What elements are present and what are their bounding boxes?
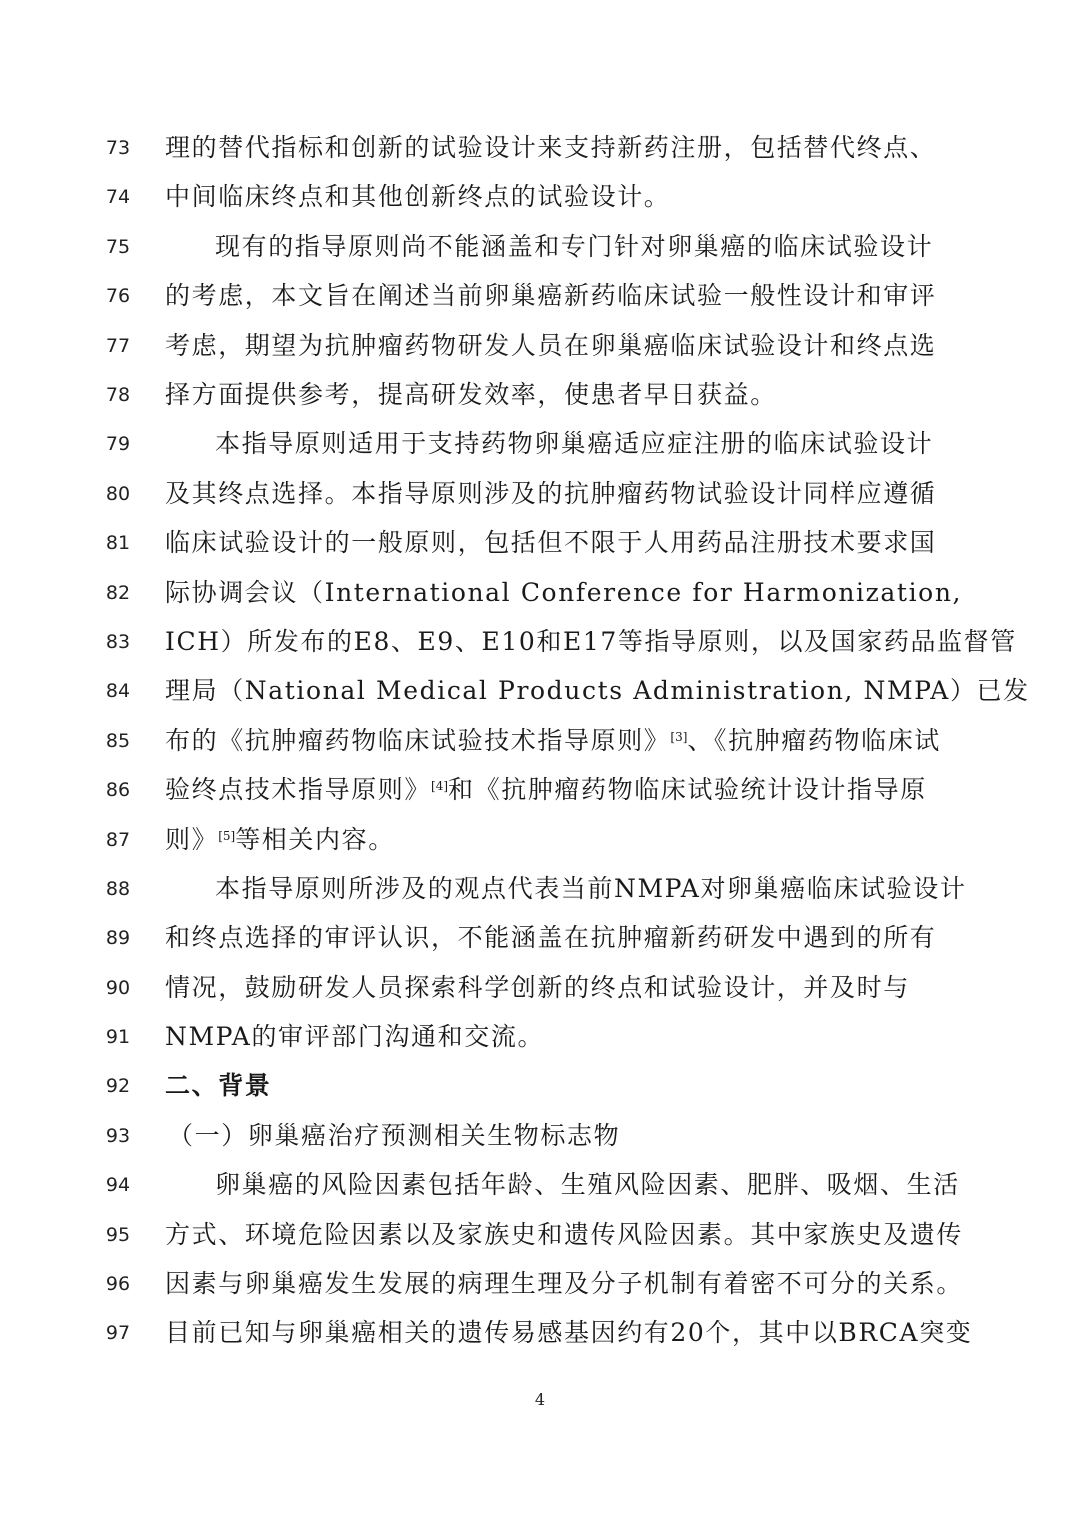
citation-ref: [4] — [431, 779, 449, 793]
text-line-79 — [0, 424, 1080, 464]
section-heading: 二、背景 — [165, 1071, 272, 1100]
text-line-74 — [0, 177, 1080, 217]
line-number: 81 — [105, 532, 131, 554]
text-line-97 — [0, 1313, 1080, 1353]
line-text: 和终点选择的审评认识，不能涵盖在抗肿瘤新药研发中遇到的所有 — [165, 923, 937, 952]
line-text: 及其终点选择。本指导原则涉及的抗肿瘤药物试验设计同样应遵循 — [165, 479, 937, 508]
text-line-89 — [0, 918, 1080, 958]
line-text: 本指导原则所涉及的观点代表当前NMPA对卵巢癌临床试验设计 — [215, 874, 967, 903]
line-text: 情况，鼓励研发人员探索科学创新的终点和试验设计，并及时与 — [165, 973, 910, 1002]
line-number: 92 — [105, 1075, 131, 1097]
line-text: 因素与卵巢癌发生发展的病理生理及分子机制有着密不可分的关系。 — [165, 1269, 964, 1298]
line-number: 86 — [105, 779, 131, 801]
subsection-heading: （一）卵巢癌治疗预测相关生物标志物 — [168, 1121, 621, 1150]
text-line-77 — [0, 326, 1080, 366]
line-number: 73 — [105, 137, 131, 159]
text-part: 则》 — [165, 825, 219, 854]
line-number: 80 — [105, 483, 131, 505]
text-part: 布的《抗肿瘤药物临床试验技术指导原则》 — [165, 726, 671, 755]
text-line-82 — [0, 573, 1080, 613]
line-number: 76 — [105, 285, 131, 307]
text-part: 和《抗肿瘤药物临床试验统计设计指导原 — [448, 775, 927, 804]
text-line-94 — [0, 1165, 1080, 1205]
line-number: 88 — [105, 878, 131, 900]
line-number: 93 — [105, 1125, 131, 1147]
line-text: 理局（National Medical Products Administration, NMPA）已发 — [165, 676, 1030, 705]
text-line-84 — [0, 671, 1080, 711]
line-text: ICH）所发布的E8、E9、E10和E17等指导原则，以及国家药品监督管 — [165, 627, 1017, 656]
line-number: 84 — [105, 680, 131, 702]
line-number: 87 — [105, 829, 131, 851]
line-text — [165, 770, 927, 810]
text-part: 等相关内容。 — [235, 825, 395, 854]
line-text: 理的替代指标和创新的试验设计来支持新药注册，包括替代终点、 — [165, 133, 937, 162]
line-text — [165, 721, 941, 761]
line-number: 74 — [105, 186, 131, 208]
line-text: 考虑，期望为抗肿瘤药物研发人员在卵巢癌临床试验设计和终点选 — [165, 331, 937, 360]
text-line-90 — [0, 968, 1080, 1008]
text-line-91 — [0, 1017, 1080, 1057]
line-text: 现有的指导原则尚不能涵盖和专门针对卵巢癌的临床试验设计 — [215, 232, 934, 261]
line-text: NMPA的审评部门沟通和交流。 — [165, 1022, 545, 1051]
line-number: 78 — [105, 384, 131, 406]
text-line-87 — [0, 820, 1080, 860]
text-line-85 — [0, 721, 1080, 761]
text-line-75 — [0, 227, 1080, 267]
line-number: 82 — [105, 582, 131, 604]
page-number: 4 — [534, 1390, 546, 1409]
text-line-81 — [0, 523, 1080, 563]
text-line-88 — [0, 869, 1080, 909]
line-text: 方式、环境危险因素以及家族史和遗传风险因素。其中家族史及遗传 — [165, 1220, 964, 1249]
line-text: 择方面提供参考，提高研发效率，使患者早日获益。 — [165, 380, 777, 409]
text-line-73 — [0, 128, 1080, 168]
line-text: 的考虑，本文旨在阐述当前卵巢癌新药临床试验一般性设计和审评 — [165, 281, 937, 310]
line-number: 83 — [105, 631, 131, 653]
text-line-92 — [0, 1066, 1080, 1106]
text-line-93 — [0, 1116, 1080, 1156]
line-text — [165, 820, 920, 860]
line-text: 本指导原则适用于支持药物卵巢癌适应症注册的临床试验设计 — [215, 429, 934, 458]
line-text: 际协调会议（International Conference for Harmonization, — [165, 578, 963, 607]
text-line-78 — [0, 375, 1080, 415]
line-number: 77 — [105, 335, 131, 357]
citation-ref: [5] — [218, 829, 236, 843]
line-number: 95 — [105, 1224, 131, 1246]
line-number: 79 — [105, 433, 131, 455]
line-number: 89 — [105, 927, 131, 949]
text-line-80 — [0, 474, 1080, 514]
line-text: 卵巢癌的风险因素包括年龄、生殖风险因素、肥胖、吸烟、生活 — [215, 1170, 960, 1199]
text-part: 、《抗肿瘤药物临床试 — [687, 726, 941, 755]
line-text: 中间临床终点和其他创新终点的试验设计。 — [165, 182, 671, 211]
text-line-96 — [0, 1264, 1080, 1304]
line-text: 目前已知与卵巢癌相关的遗传易感基因约有20个，其中以BRCA突变 — [165, 1318, 973, 1347]
line-number: 96 — [105, 1273, 131, 1295]
line-number: 91 — [105, 1026, 131, 1048]
text-part: 验终点技术指导原则》 — [165, 775, 432, 804]
line-number: 97 — [105, 1322, 131, 1344]
line-text: 临床试验设计的一般原则，包括但不限于人用药品注册技术要求国 — [165, 528, 937, 557]
text-line-95 — [0, 1215, 1080, 1255]
text-line-83 — [0, 622, 1080, 662]
text-line-86 — [0, 770, 1080, 810]
text-line-76 — [0, 276, 1080, 316]
citation-ref: [3] — [670, 730, 688, 744]
line-number: 85 — [105, 730, 131, 752]
line-number: 90 — [105, 977, 131, 999]
line-number: 75 — [105, 236, 131, 258]
line-number: 94 — [105, 1174, 131, 1196]
